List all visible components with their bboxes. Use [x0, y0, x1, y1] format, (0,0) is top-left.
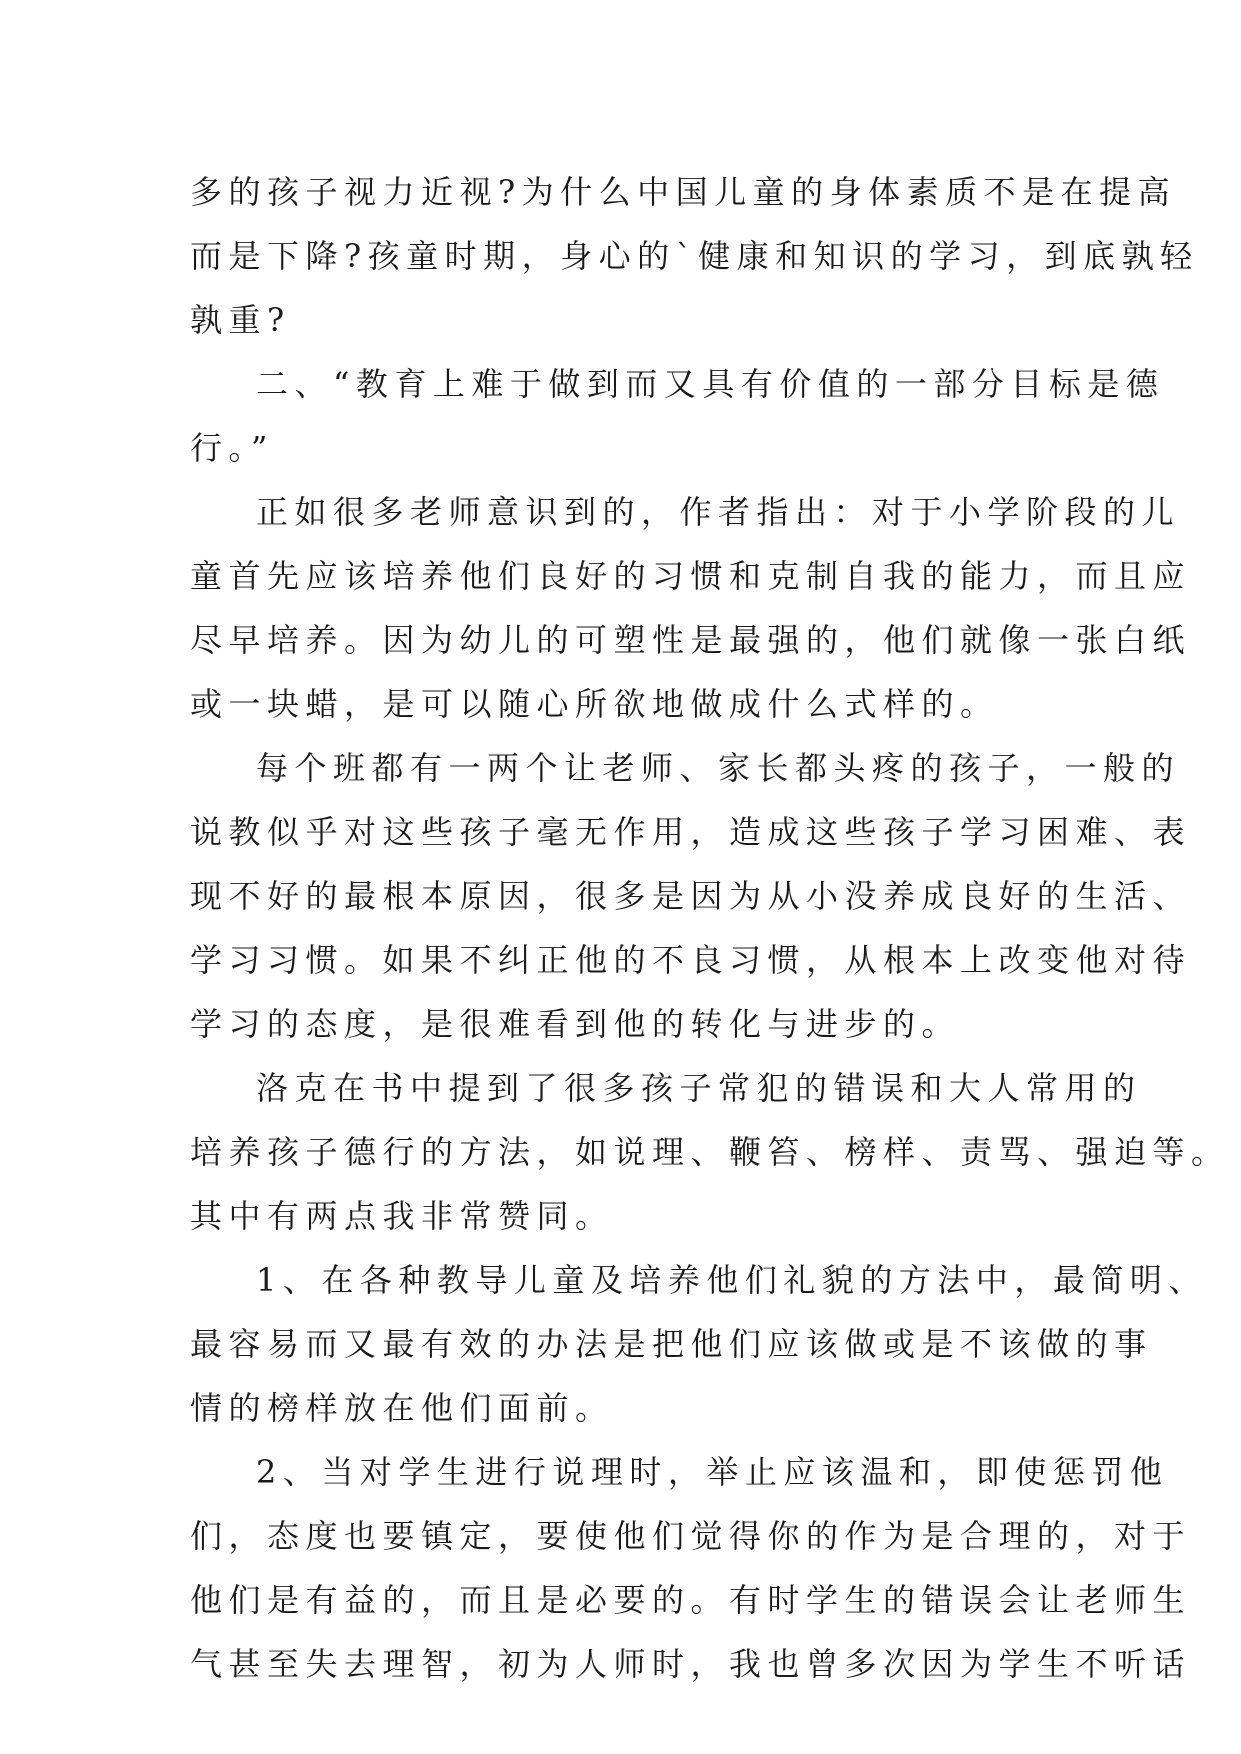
numbered-point: [190, 1440, 1192, 1696]
text-line: 情的榜样放在他们面前。: [190, 1389, 614, 1427]
text-line: 每个班都有一两个让老师、家长都头疼的孩子，一般的: [256, 749, 1181, 787]
text-line: 二、“教育上难于做到而又具有价值的一部分目标是德: [256, 365, 1165, 403]
numbered-point: [190, 1248, 1207, 1440]
text-line: 他们是有益的，而且是必要的。有时学生的错误会让老师生: [190, 1581, 1192, 1619]
text-line: 最容易而又最有效的办法是把他们应该做或是不该做的事: [190, 1325, 1153, 1363]
text-line: 童首先应该培养他们良好的习惯和克制自我的能力，而且应: [190, 557, 1192, 595]
text-line: 说教似乎对这些孩子毫无作用，造成这些孩子学习困难、表: [190, 813, 1192, 851]
text-line: 洛克在书中提到了很多孩子常犯的错误和大人常用的: [256, 1069, 1142, 1107]
text-line: 培养孩子德行的方法，如说理、鞭笞、榜样、责骂、强迫等。: [190, 1133, 1230, 1171]
text-line: 正如很多老师意识到的，作者指出：对于小学阶段的儿: [256, 493, 1181, 531]
text-line: 而是下降?孩童时期，身心的`健康和知识的学习，到底孰轻: [190, 237, 1199, 275]
text-line: 1、在各种教导儿童及培养他们礼貌的方法中，最简明、: [256, 1261, 1207, 1299]
text-line: 行。”: [190, 429, 274, 467]
text-line: 尽早培养。因为幼儿的可塑性是最强的，他们就像一张白纸: [190, 621, 1192, 659]
paragraph: [190, 736, 1192, 1056]
text-line: 其中有两点我非常赞同。: [190, 1197, 614, 1235]
text-line: 们，态度也要镇定，要使他们觉得你的作为是合理的，对于: [190, 1517, 1192, 1555]
text-line: 或一块蜡，是可以随心所欲地做成什么式样的。: [190, 685, 999, 723]
text-line: 学习习惯。如果不纠正他的不良习惯，从根本上改变他对待: [190, 941, 1192, 979]
text-line: 2、当对学生进行说理时，举止应该温和，即使惩罚他: [256, 1453, 1169, 1491]
paragraph: [190, 1056, 1230, 1248]
text-line: 孰重?: [190, 301, 291, 339]
text-line: 气甚至失去理智，初为人师时，我也曾多次因为学生不听话: [190, 1645, 1192, 1683]
paragraph: [190, 480, 1192, 736]
paragraph: [190, 160, 1199, 352]
text-line: 学习的态度，是很难看到他的转化与进步的。: [190, 1005, 961, 1043]
document-body: [190, 160, 1230, 1696]
text-line: 多的孩子视力近视?为什么中国儿童的身体素质不是在提高: [190, 173, 1177, 211]
text-line: 现不好的最根本原因，很多是因为从小没养成良好的生活、: [190, 877, 1192, 915]
section-heading: [190, 352, 1165, 480]
